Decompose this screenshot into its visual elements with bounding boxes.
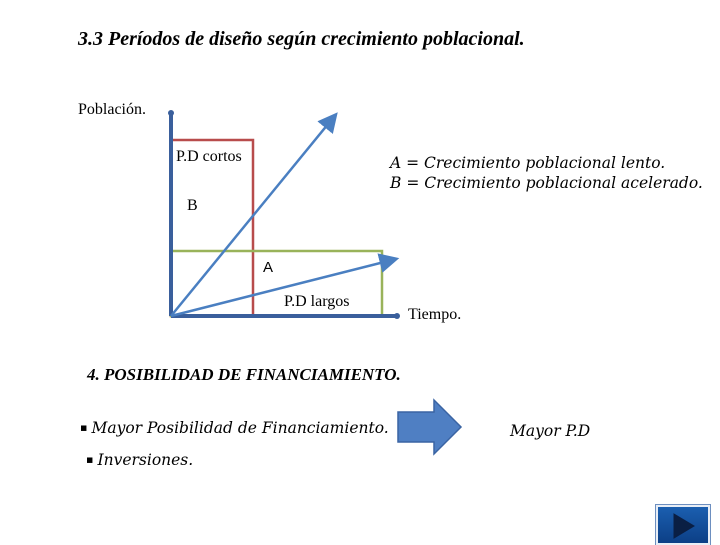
x-axis-label: Tiempo. bbox=[408, 306, 462, 323]
result-text: Mayor P.D bbox=[510, 422, 591, 440]
list-item-text: Mayor Posibilidad de Financiamiento. bbox=[91, 419, 389, 437]
line-a-label: A bbox=[263, 259, 274, 276]
play-next-icon bbox=[672, 512, 696, 540]
next-slide-button[interactable] bbox=[656, 505, 710, 545]
legend-item-a: A = Crecimiento poblacional lento. bbox=[390, 154, 666, 172]
y-axis-end bbox=[168, 110, 174, 116]
line-b-label: B bbox=[187, 197, 198, 214]
legend bbox=[390, 153, 703, 193]
bullet-marker: ▪ bbox=[86, 453, 94, 466]
section-heading: 4. POSIBILIDAD DE FINANCIAMIENTO. bbox=[87, 365, 401, 384]
long-period-label: P.D largos bbox=[284, 293, 350, 310]
list-item bbox=[86, 451, 193, 469]
x-axis-end bbox=[394, 313, 400, 319]
legend-item-b: B = Crecimiento poblacional acelerado. bbox=[390, 174, 703, 192]
list-item-text: Inversiones. bbox=[97, 451, 194, 469]
short-period-label: P.D cortos bbox=[176, 148, 242, 165]
list-item bbox=[80, 419, 389, 437]
short-period-box bbox=[171, 140, 253, 316]
bullet-marker: ▪ bbox=[80, 421, 88, 434]
growth-line-a bbox=[171, 260, 392, 316]
page-title: 3.3 Períodos de diseño según crecimiento poblacional. bbox=[78, 28, 525, 50]
right-arrow-shape bbox=[398, 400, 461, 454]
y-axis-label: Población. bbox=[78, 101, 146, 118]
long-period-box bbox=[171, 251, 382, 316]
